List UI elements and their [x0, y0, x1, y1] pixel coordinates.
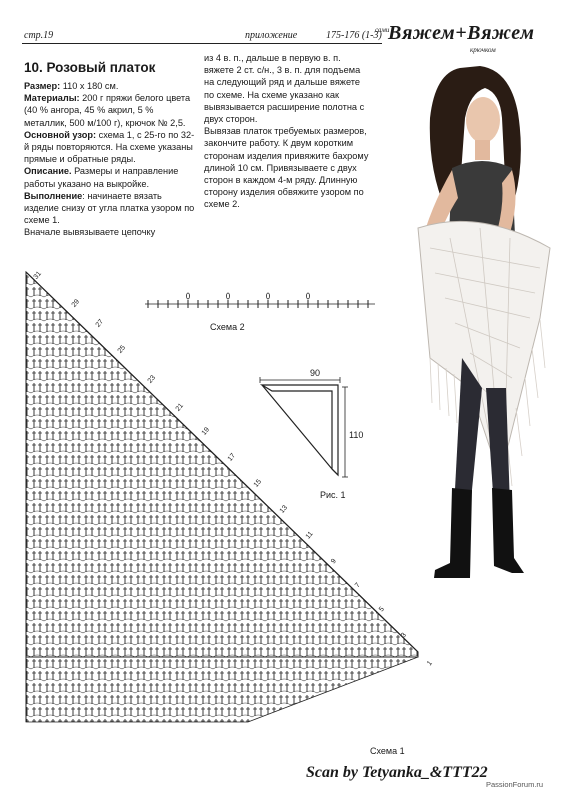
- row-number-17: 17: [226, 452, 238, 463]
- execution-paragraph: [24, 190, 196, 227]
- schema-1-diagram: [18, 262, 438, 762]
- scan-credit: Scan by Tetyanka_&TTT22: [306, 764, 488, 781]
- header-rule: [22, 43, 382, 44]
- site-watermark: PassionForum.ru: [486, 780, 544, 789]
- row-number-23: 23: [146, 374, 158, 385]
- article-title: 10. Розовый платок: [24, 60, 156, 75]
- row-number-15: 15: [252, 478, 264, 489]
- row-number-21: 21: [174, 402, 186, 413]
- pattern-text: схема 1, с 25-го по 32-й ряды повторяются. На схеме указаны прямые и обратные ряды.: [24, 129, 195, 165]
- description-paragraph: [24, 165, 196, 189]
- row-number-9: 9: [330, 557, 338, 566]
- row-number-27: 27: [94, 318, 106, 329]
- text-column-1: [24, 80, 196, 239]
- figure-1-height: 110: [349, 430, 364, 440]
- text-column-2: [204, 52, 372, 211]
- row-number-11: 11: [304, 530, 315, 541]
- page-header: [0, 22, 570, 56]
- schema-1-label: Схема 1: [370, 746, 405, 756]
- size-label: Размер:: [24, 81, 61, 91]
- magazine-logo: Вяжем+Вяжем: [388, 22, 535, 44]
- figure-1-width: 90: [310, 368, 321, 378]
- row-number-5: 5: [378, 605, 386, 614]
- materials-paragraph: [24, 92, 196, 129]
- col1-tail: Вначале вывязываете цепочку: [24, 227, 156, 238]
- row-number-29: 29: [70, 298, 82, 309]
- description-text: Размеры и направление работы указано на выкройке.: [24, 166, 179, 189]
- description-label: Описание.: [24, 166, 72, 177]
- pattern-paragraph: [24, 129, 196, 166]
- row-number-19: 19: [200, 426, 212, 437]
- execution-text: : начинаете вязать изделие снизу от угла платка узором по схеме 1.: [24, 190, 195, 226]
- row-number-7: 7: [354, 581, 362, 590]
- row-number-13: 13: [278, 504, 290, 515]
- page-number: стр.19: [24, 30, 54, 41]
- size-paragraph: [24, 80, 196, 92]
- materials-label: Материалы:: [24, 93, 80, 104]
- col2-paragraph-1: из 4 в. п., дальше в первую в. п. вяжете 2 ст. с/н., 3 в. п. для подъема на следующий ряд и дальше вяжете по схеме. На схеме указано как вывязывается расширение полотна с двух сторон.: [204, 53, 365, 125]
- logo-sub-word: крючком: [470, 46, 496, 54]
- section-name: приложение: [245, 30, 298, 41]
- execution-label: Выполнение: [24, 190, 83, 201]
- issue-number: 175-176 (1-3): [326, 30, 382, 41]
- schema-2-label: Схема 2: [210, 322, 245, 332]
- col2-paragraph-2: Вывязав платок требуемых размеров, закончите работу. К двум коротким сторонам изделия привяжите бахрому длиной 10 см. Привязываете с двух сторон в каждом 4-м ряду. Длинную сторону изделия обвяжите узором по схеме 2.: [204, 126, 369, 210]
- pattern-label: Основной узор:: [24, 129, 97, 140]
- row-number-1: 1: [426, 659, 434, 668]
- row-number-25: 25: [116, 344, 128, 355]
- row-number-3: 3: [400, 631, 408, 640]
- row-number-31: 31: [32, 270, 44, 281]
- logo-top-word: сами: [375, 26, 390, 34]
- figure-1-label: Рис. 1: [320, 490, 346, 500]
- size-text: 110 x 180 см.: [60, 81, 119, 91]
- materials-text: 200 г пряжи белого цвета (40 % ангора, 45 % акрил, 5 % металлик, 500 м/100 г), крючок № 2,5.: [24, 93, 191, 128]
